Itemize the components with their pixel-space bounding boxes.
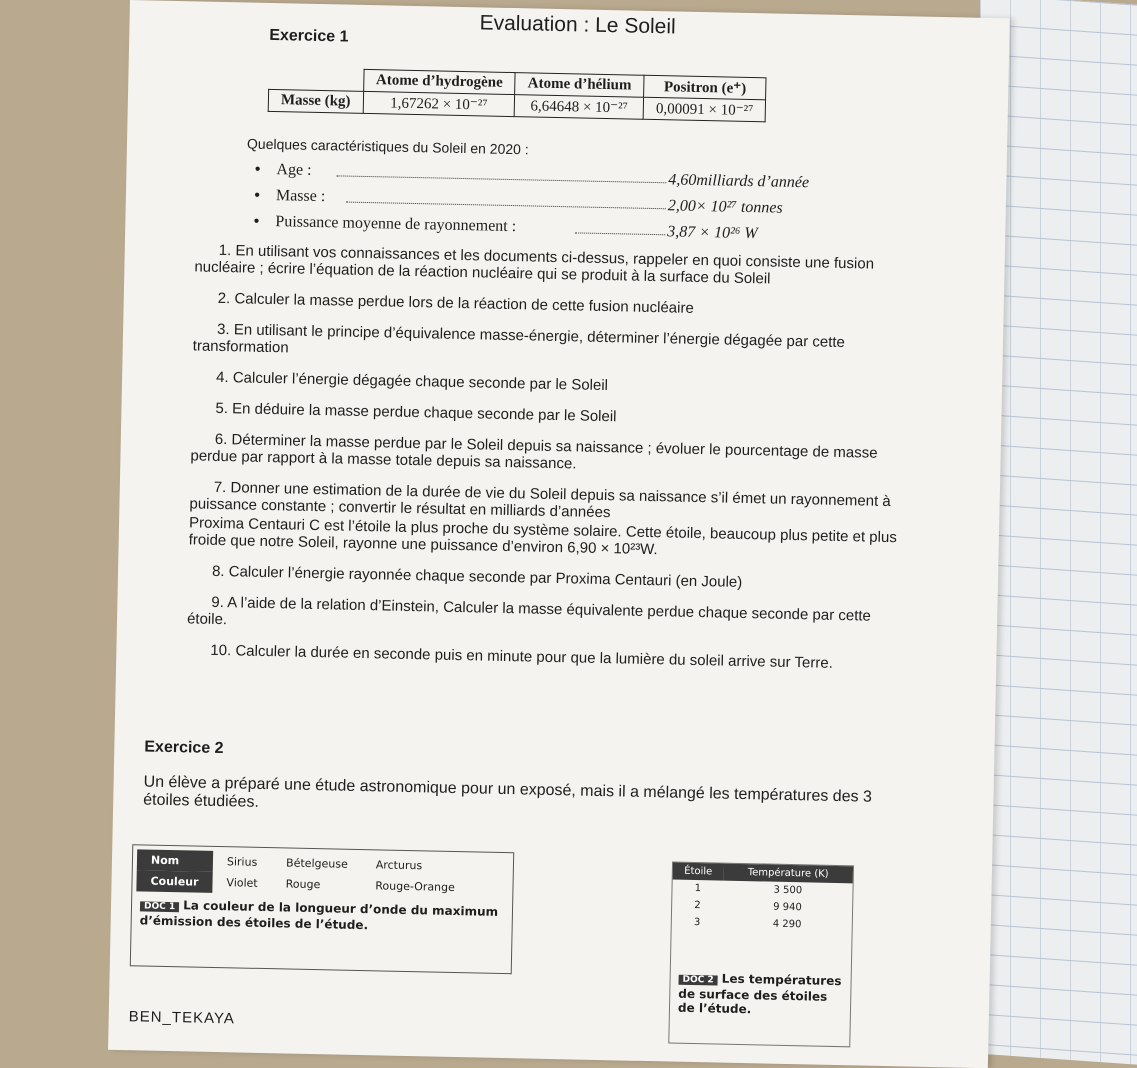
question-3: 3. En utilisant le principe d’équivalence masse-énergie, déterminer l’énergie dégagée par cette transformation	[192, 320, 846, 357]
table-header-positron: Positron (e⁺)	[644, 75, 767, 100]
doc1-caption: DOC 1 La couleur de la longueur d’onde du maximum d’émission des étoiles de l’étude.	[139, 898, 499, 933]
sun-characteristics-intro: Quelques caractéristiques du Soleil en 2020 :	[246, 135, 529, 158]
question-5: 5. En déduire la masse perdue chaque seconde par le Soleil	[215, 399, 617, 426]
table-row-label: Masse (kg)	[268, 89, 363, 113]
question-7: 7. Donner une estimation de la durée de vie du Soleil depuis sa naissance s’il émet un rayonnement à puissance constante ; convertir le résultat en milliards d’années	[189, 478, 891, 522]
exercise2-intro: Un élève a préparé une étude astronomique pour un exposé, mais il a mélangé les températures des 3 étoiles étudiées.	[143, 773, 873, 811]
question-2: 2. Calculer la masse perdue lors de la réaction de cette fusion nucléaire	[217, 289, 694, 317]
question-10: 10. Calculer la durée en seconde puis en minute pour que la lumière du soleil arrive sur Terre.	[210, 641, 834, 672]
table-row: 1 3 500	[694, 883, 803, 897]
table-header-helium: Atome d’hélium	[515, 73, 644, 98]
characteristic-age: • Age : 4,60milliards d’année	[276, 161, 896, 200]
question-1: 1. En utilisant vos connaissances et les documents ci-dessus, rappeler en quoi consiste une fusion nucléaire ; écrire l’équation de la réaction nucléaire qui se produit à la surface du Soleil	[194, 241, 875, 288]
page-title: Evaluation : Le Soleil	[479, 11, 676, 39]
doc1-tag: DOC 1	[140, 901, 179, 912]
question-4: 4. Calculer l’énergie dégagée chaque seconde par le Soleil	[215, 368, 609, 395]
question-6: 6. Déterminer la masse perdue par le Soleil depuis sa naissance ; évoluer le pourcentage de masse perdue par rapport à la masse totale depuis sa naissance.	[190, 430, 878, 473]
mass-table	[268, 67, 767, 122]
question-9: 9. A l’aide de la relation d’Einstein, Calculer la masse équivalente perdue chaque seconde par cette étoile.	[186, 593, 872, 629]
doc1-table: Nom Sirius Bételgeuse Arcturus Couleur Violet Rouge Rouge-Orange	[136, 849, 469, 898]
mass-hydrogen: 1,67262 × 10⁻²⁷	[363, 91, 515, 116]
doc2-star-temperatures	[668, 862, 854, 1048]
author-signature: BEN_TEKAYA	[128, 1008, 236, 1028]
worksheet-page	[108, 0, 1010, 1068]
doc2-tag: DOC 2	[678, 975, 717, 986]
exercise1-questions	[186, 241, 915, 687]
table-row: 2 9 940	[694, 900, 802, 914]
question-8: 8. Calculer l’énergie rayonnée chaque seconde par Proxima Centauri (en Joule)	[211, 562, 743, 591]
doc1-star-colors	[130, 844, 514, 974]
mass-helium: 6,64648 × 10⁻²⁷	[515, 95, 644, 120]
exercise2-title: Exercice 2	[144, 738, 224, 758]
characteristic-mass: • Masse : 2,00× 10²⁷ tonnes	[276, 187, 896, 226]
exercise1-title: Exercice 1	[269, 26, 349, 46]
characteristic-power: • Puissance moyenne de rayonnement : 3,87 × 10²⁶ W	[275, 213, 895, 252]
proxima-centauri-info: Proxima Centauri C est l’étoile la plus proche du système solaire. Cette étoile, beaucoup plus petite et plus froide que notre Soleil, rayonne une puissance d’environ 6,90 × 10²³W.	[188, 514, 897, 559]
table-row: 3 4 290	[693, 917, 802, 931]
doc2-table: Étoile Température (K) 1 3 500 2 9 940 3 4 290	[672, 863, 853, 935]
doc2-caption: DOC 2 Les températures de surface des étoiles de l’étude.	[677, 971, 842, 1017]
mass-positron: 0,00091 × 10⁻²⁷	[643, 97, 766, 122]
sun-characteristics-list	[275, 161, 896, 252]
table-header-hydrogen: Atome d’hydrogène	[363, 69, 515, 94]
